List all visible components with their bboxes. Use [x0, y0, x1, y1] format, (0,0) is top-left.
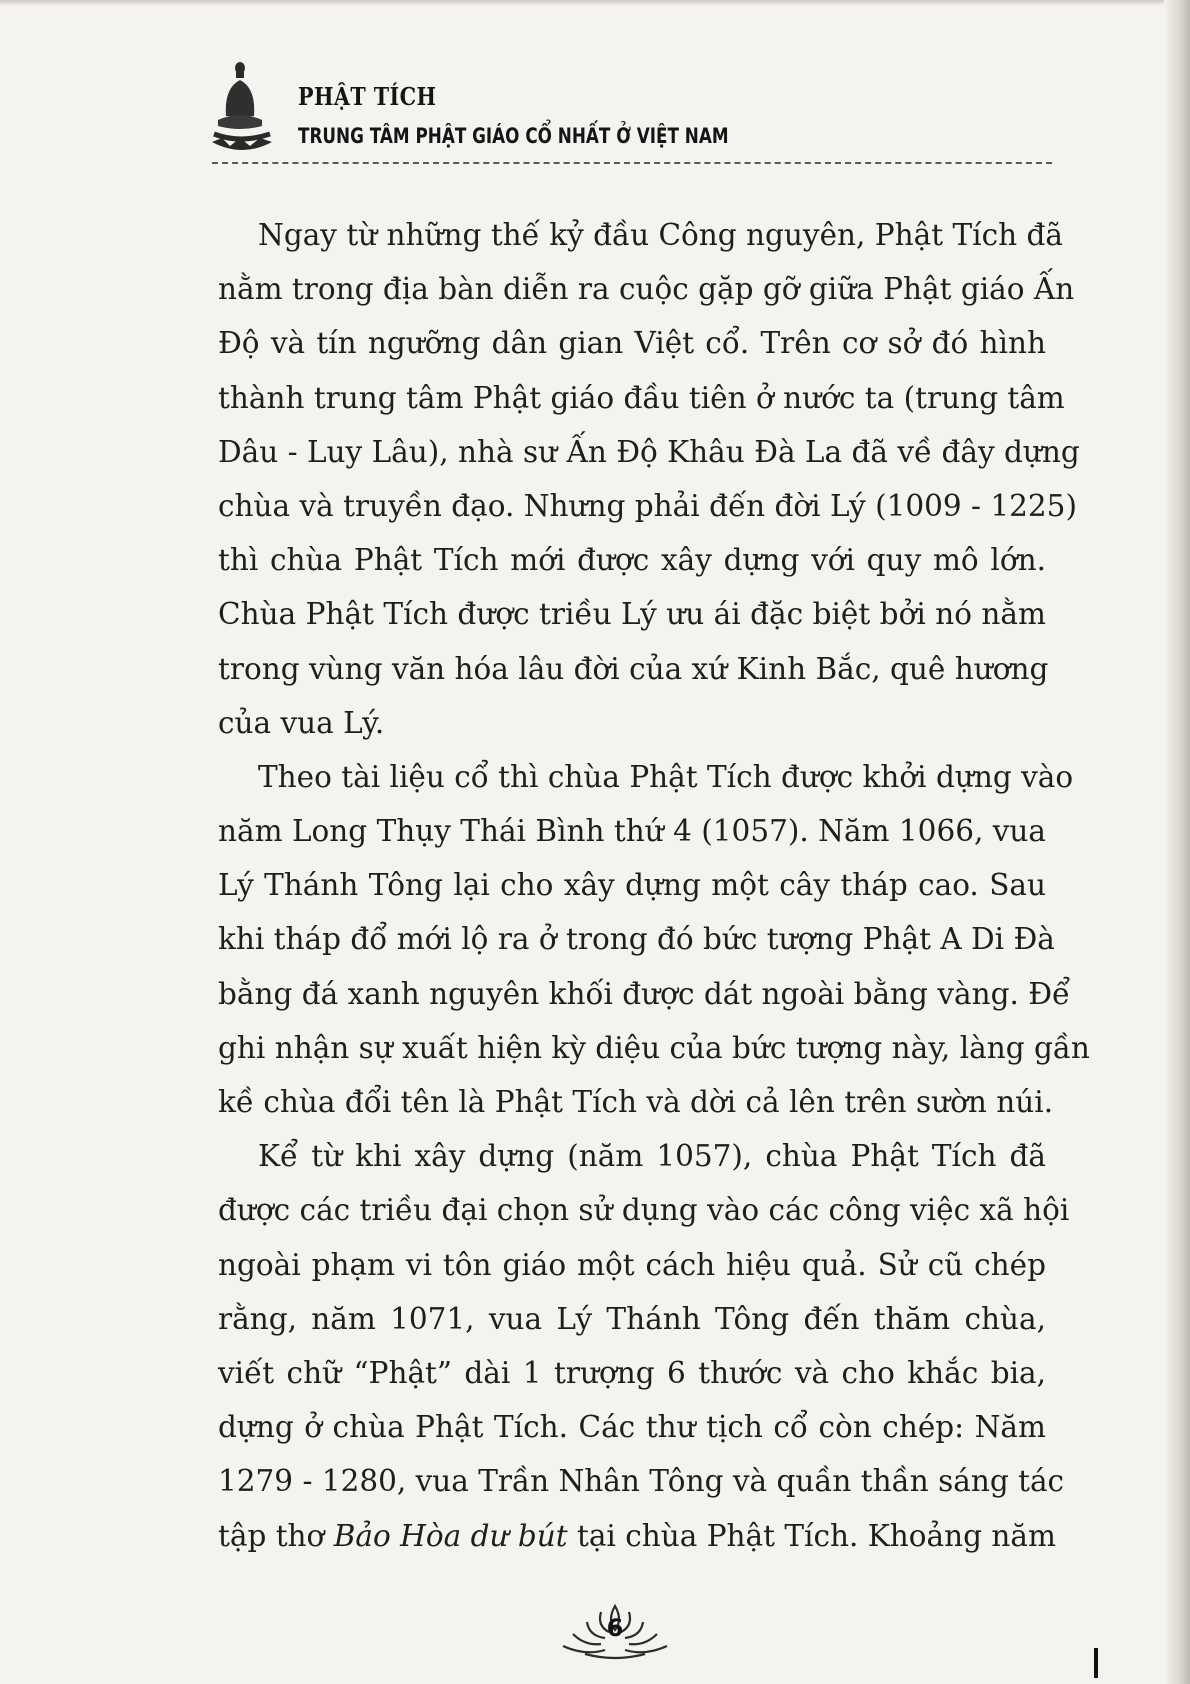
- text-line-with-italic: [218, 1509, 1056, 1563]
- text-line: viết chữ “Phật” dài 1 trượng 6 thước và cho khắc bia,: [218, 1355, 1046, 1390]
- text-line: Độ và tín ngưỡng dân gian Việt cổ. Trên cơ sở đó hình: [218, 326, 1046, 361]
- text-line: Dâu - Luy Lâu), nhà sư Ấn Độ Khâu Đà La đã về đây dựng: [218, 434, 1080, 469]
- page-header: [212, 58, 1052, 168]
- header-divider: [212, 162, 1052, 164]
- text-line: Ngay từ những thế kỷ đầu Công nguyên, Phật Tích đã: [258, 218, 1063, 252]
- text-line: được các triều đại chọn sử dụng vào các công việc xã hội: [218, 1193, 1070, 1228]
- text-line: thì chùa Phật Tích mới được xây dựng với quy mô lớn.: [218, 543, 1046, 578]
- text-line: ngoài phạm vi tôn giáo một cách hiệu quả. Sử cũ chép: [218, 1247, 1046, 1282]
- book-title: PHẬT TÍCH: [298, 82, 437, 111]
- text-line: Kể từ khi xây dựng (năm 1057), chùa Phật Tích đã: [258, 1139, 1046, 1174]
- text-line: bằng đá xanh nguyên khối được dát ngoài bằng vàng. Để: [218, 976, 1071, 1011]
- text-line: Lý Thánh Tông lại cho xây dựng một cây tháp cao. Sau: [218, 868, 1046, 903]
- body-text: [218, 208, 1090, 1563]
- text-line: rằng, năm 1071, vua Lý Thánh Tông đến thăm chùa,: [218, 1301, 1046, 1336]
- text-line: chùa và truyền đạo. Nhưng phải đến đời Lý (1009 - 1225): [218, 488, 1077, 523]
- text-line: của vua Lý.: [218, 705, 385, 740]
- book-title-italic: Bảo Hòa dư bút: [333, 1518, 568, 1553]
- text-line: nằm trong địa bàn diễn ra cuộc gặp gỡ giữa Phật giáo Ấn: [218, 272, 1075, 307]
- book-subtitle: TRUNG TÂM PHẬT GIÁO CỔ NHẤT Ở VIỆT NAM: [298, 124, 729, 148]
- text-line: Chùa Phật Tích được triều Lý ưu ái đặc biệt bởi nó nằm: [218, 597, 1046, 632]
- text-line: năm Long Thụy Thái Bình thứ 4 (1057). Năm 1066, vua: [218, 814, 1046, 849]
- text-line: khi tháp đổ mới lộ ra ở trong đó bức tượng Phật A Di Đà: [218, 922, 1055, 957]
- text-line: 1279 - 1280, vua Trần Nhân Tông và quần thần sáng tác: [218, 1464, 1065, 1499]
- line-text: tại chùa Phật Tích. Khoảng năm: [576, 1518, 1056, 1553]
- page-top-edge: [0, 0, 1190, 6]
- buddha-statue-icon: [212, 58, 282, 158]
- line-text: tập thơ: [218, 1518, 325, 1553]
- page-number: 6: [606, 1614, 624, 1642]
- text-line: ghi nhận sự xuất hiện kỳ diệu của bức tượng này, làng gần: [218, 1030, 1090, 1065]
- text-line: kề chùa đổi tên là Phật Tích và dời cả lên trên sườn núi.: [218, 1085, 1054, 1119]
- text-line: thành trung tâm Phật giáo đầu tiên ở nước ta (trung tâm: [218, 380, 1065, 415]
- text-line: trong vùng văn hóa lâu đời của xứ Kinh Bắc, quê hương: [218, 651, 1049, 686]
- scan-corner-mark: [1094, 1648, 1098, 1678]
- text-line: dựng ở chùa Phật Tích. Các thư tịch cổ còn chép: Năm: [218, 1410, 1046, 1445]
- page-right-edge: [1164, 0, 1190, 1684]
- page-footer: [555, 1600, 675, 1660]
- text-line: Theo tài liệu cổ thì chùa Phật Tích được khởi dựng vào: [258, 759, 1074, 794]
